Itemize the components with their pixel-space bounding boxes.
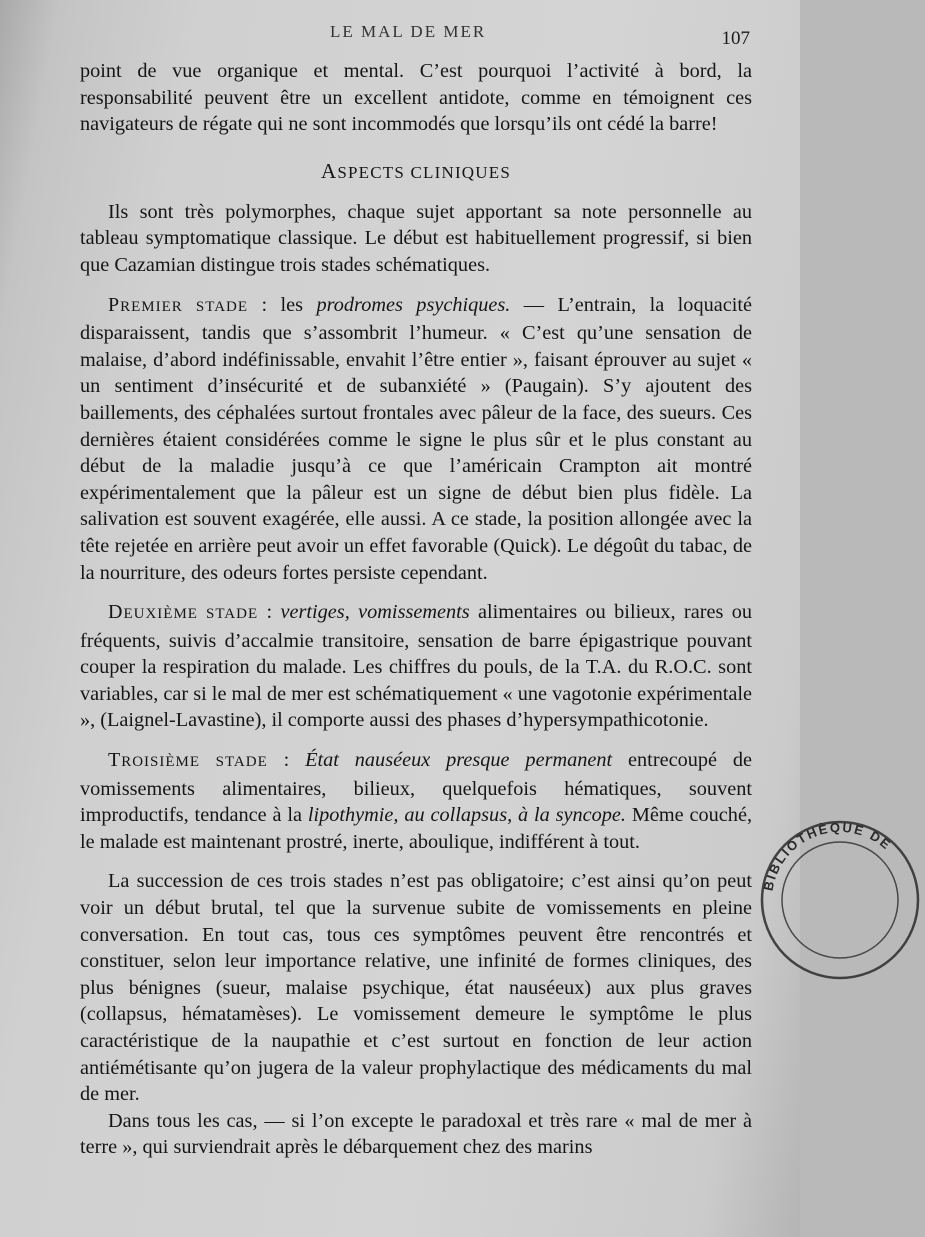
paragraph-succession: La succession de ces trois stades n’est pas obligatoire; c’est ainsi qu’on peut voir un début brutal, tel que la survenue subite de vomissements en pleine conversation. En tout cas, tous ces symptômes peuvent être rencontrés et constituer, selon leur importance relative, une infinité de formes cliniques, des plus bénignes (sueur, malaise psychique, état nauséeux) aux plus graves (collapsus, hématamèses). Le vomissement demeure le symptôme le plus caractéristique de la naupathie et c’est surtout en fonction de leur action antiémétisante qu’on jugera de la valeur prophylactique des médicaments du mal de mer. <box>80 870 752 1106</box>
page-number: 107 <box>721 28 750 49</box>
body-text <box>80 58 752 1161</box>
emphasis: lipothymie, au collapsus, à la syncope. <box>307 804 627 827</box>
stamp-text: BIBLIOTHÈQUE DE <box>760 819 895 893</box>
stage-label: DEUXIÈME STADE <box>108 601 259 624</box>
paragraph-continuation: point de vue organique et mental. C’est pourquoi l’activité à bord, la responsabilité peuvent être un excellent antidote, comme en témoignent ces navigateurs de régate qui ne sont incommodés que lorsqu’ils ont cédé la barre! <box>80 60 752 136</box>
emphasis: vertiges, vomissements <box>280 601 470 624</box>
paragraph-intro: Ils sont très polymorphes, chaque sujet apportant sa note personnelle au tableau symptomatique classique. Le début est habituellement progressif, si bien que Cazamian distingue trois stades schématiques. <box>80 200 752 276</box>
section-heading: ASPECTS CLINIQUES <box>320 158 511 183</box>
paragraph-first-stage: PREMIER STADE : les prodromes psychiques. — L’entrain, la loquacité disparaissent, tandis que s’assombrit l’humeur. « C’est qu’une sensation de malaise, d’abord indéfinissable, envahit l’être entier », faisant éprouver au sujet « un sentiment d’insécurité et de subanxiété » (Paugain). S’y ajoutent des baillements, des céphalées surtout frontales avec pâleur de la face, des sueurs. Ces dernières étaient considérées comme le signe le plus sûr et le plus constant au début de la maladie jusqu’à ce que l’américain Crampton ait montré expérimentalement que la pâleur est un signe de début bien plus fidèle. La salivation est souvent exagérée, elle aussi. A ce stade, la position allongée avec la tête rejetée en arrière peut avoir un effet favorable (Quick). Le dégoût du tabac, de la nourriture, des odeurs fortes persiste cependant. <box>80 293 752 584</box>
emphasis: prodromes psychiques. <box>316 293 511 316</box>
svg-text:BIBLIOTHÈQUE DE <box>761 820 895 892</box>
paragraph-last: Dans tous les cas, — si l’on excepte le paradoxal et très rare « mal de mer à terre », qui surviendrait après le débarquement chez des marins <box>80 1109 752 1159</box>
page-header <box>0 22 800 52</box>
paragraph-second-stage: DEUXIÈME STADE : vertiges, vomissements alimentaires ou bilieux, rares ou fréquents, suivis d’accalmie transitoire, sensation de barre épigastrique pouvant couper la respiration du malade. Les chiffres du pouls, de la T.A. du R.O.C. sont variables, car si le mal de mer est schématiquement « une vagotonie expérimentale », (Laignel-Lavastine), il comporte aussi des phases d’hypersympathicotonie. <box>80 601 752 732</box>
library-stamp <box>755 815 925 985</box>
emphasis: État nauséeux presque permanent <box>305 749 613 772</box>
paragraph-third-stage: TROISIÈME STADE : État nauséeux presque permanent entrecoupé de vomissements alimentaires, bilieux, quelquefois hématiques, souvent improductifs, tendance à la lipothymie, au collapsus, à la syncope. Même couché, le malade est maintenant prostré, inerte, aboulique, indifférent à tout. <box>80 749 753 853</box>
running-title: LE MAL DE MER <box>330 22 487 41</box>
stage-label: TROISIÈME STADE <box>108 749 268 772</box>
stage-label: PREMIER STADE <box>108 293 249 316</box>
